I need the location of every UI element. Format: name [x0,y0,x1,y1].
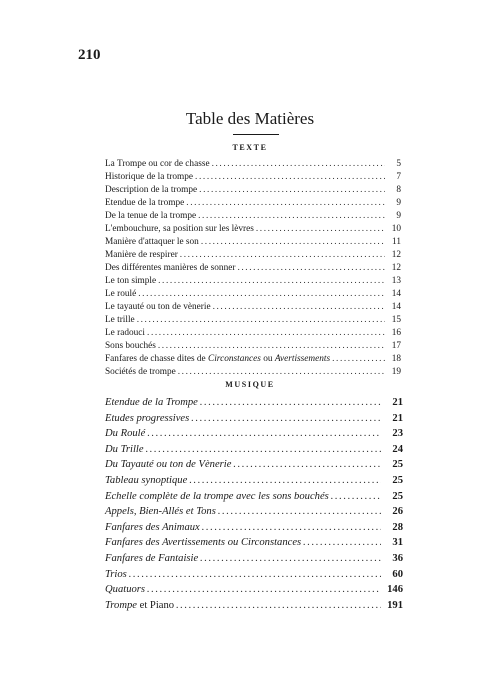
toc-entry-label: Trios [105,568,127,580]
toc-entry [105,210,401,223]
toc-entry-label: Etendue de la trompe [105,198,185,208]
toc-entry [105,353,401,366]
label-text: ou [260,354,275,364]
toc-entry-page: 10 [391,224,401,234]
label-italic: Avertissements [274,354,331,364]
toc-entry-page: 26 [392,506,403,518]
dot-leader [218,504,381,520]
dot-leader [213,301,385,314]
toc-entry [105,582,403,598]
toc-entry-label: Fanfares de Fantaisie [105,552,199,564]
toc-entry [105,327,401,340]
toc-entry-label: Des différentes manières de sonner [105,263,236,273]
toc-entry-page: 8 [396,185,401,195]
toc-entry [105,275,401,288]
section-heading-texte: TEXTE [232,143,268,152]
toc-entry-label: Historique de la trompe [105,172,194,182]
toc-entry-page: 11 [392,237,401,247]
toc-entry [105,551,403,567]
toc-entry-page: 12 [391,263,401,273]
dot-leader [146,442,381,458]
toc-entry [105,288,401,301]
title-underline [233,134,279,135]
toc-entry [105,249,401,262]
page-number: 210 [78,47,101,63]
dot-leader [147,426,381,442]
toc-entry-label: Fanfares des Avertissements ou Circonstances [105,537,302,549]
toc-entry-page: 14 [391,302,401,312]
toc-entry [105,184,401,197]
dot-leader [200,395,381,411]
toc-entry-label: Description de la trompe [105,185,198,195]
toc-entry [105,158,401,171]
dot-leader [332,353,385,366]
toc-entry-label: L'embouchure, sa position sur les lèvres [105,224,254,234]
dot-leader [195,171,385,184]
toc-entry-page: 15 [391,315,401,325]
toc-entry-page: 146 [387,584,403,596]
toc-entry-page: 21 [392,397,403,408]
toc-entry-page: 18 [391,354,401,364]
toc-entry [105,366,401,379]
toc-entry [105,489,403,505]
dot-leader [158,340,385,353]
toc-entry-page: 23 [392,428,403,440]
toc-entry-label: De la tenue de la trompe [105,211,197,221]
toc-entry-page: 12 [391,250,401,260]
toc-entry [105,535,403,551]
toc-entry-label: Du Trille [105,443,144,455]
toc-entry-label [105,353,330,366]
toc-entry-page: 25 [392,474,403,486]
toc-entry [105,504,403,520]
toc-entry [105,598,403,614]
dot-leader [176,598,381,614]
dot-leader [202,520,381,536]
toc-entry-label: Le trille [105,315,135,325]
dot-leader [147,582,381,598]
toc-entry-page: 191 [387,599,403,611]
toc-entry-page: 24 [392,443,403,455]
toc-entry-label [105,598,174,614]
toc-entry [105,223,401,236]
toc-entry-label: Manière de respirer [105,250,178,260]
dot-leader [137,314,385,327]
label-text: Fanfares de chasse dites de [105,354,209,364]
toc-entry-label: Le roulé [105,289,137,299]
dot-leader [237,262,385,275]
toc-entry-page: 16 [391,328,401,338]
toc-entry-label: Sons bouchés [105,341,156,351]
toc-entry-page: 60 [392,568,403,580]
toc-entry [105,395,403,411]
toc-entry-page: 13 [391,276,401,286]
section-heading-musique: MUSIQUE [225,380,275,389]
toc-entry-label: Du Tayauté ou ton de Vènerie [105,459,232,471]
toc-entry-page: 31 [392,537,403,549]
toc-entry [105,314,401,327]
dot-leader [199,184,385,197]
dot-leader [201,236,385,249]
dot-leader [303,535,381,551]
toc-entry-label: Tableau synoptique [105,474,188,486]
dot-leader [186,197,385,210]
toc-entry-page: 9 [396,211,401,221]
toc-entry-label: Du Roulé [105,428,146,440]
toc-entry [105,171,401,184]
dot-leader [200,551,381,567]
label-text: et Piano [136,599,175,611]
dot-leader [178,366,385,379]
toc-entry-page: 36 [392,552,403,564]
toc-entry-page: 25 [392,490,403,502]
toc-entry-label: Quatuors [105,584,146,596]
toc-entry-page: 25 [392,459,403,471]
dot-leader [212,158,385,171]
toc-entry-page: 28 [392,521,403,533]
toc-entry [105,457,403,473]
toc-entry-label: Etudes progressives [105,412,190,424]
label-italic: Circonstances [208,354,261,364]
dot-leader [198,210,385,223]
toc-entry-label: Le radouci [105,328,146,338]
toc-entry-label: Etendue de la Trompe [105,397,198,408]
label-italic: Trompe [105,599,137,611]
toc-entry-label: Manière d'attaquer le son [105,237,199,247]
toc-entry [105,567,403,583]
dot-leader [256,223,385,236]
toc-entry-label: Fanfares des Animaux [105,521,200,533]
toc-entry [105,236,401,249]
toc-entry [105,411,403,427]
toc-entry-page: 7 [396,172,401,182]
dot-leader [233,457,381,473]
toc-entry [105,442,403,458]
toc-entry-label: La Trompe ou cor de chasse [105,159,210,169]
dot-leader [191,411,381,427]
dot-leader [331,489,381,505]
toc-entry-page: 5 [396,159,401,169]
toc-entry-page: 17 [391,341,401,351]
toc-entry-page: 19 [391,367,401,377]
toc-texte [105,158,401,379]
toc-entry-label: Echelle complète de la trompe avec les sons bouchés [105,490,329,502]
toc-entry [105,301,401,314]
toc-entry-page: 9 [396,198,401,208]
toc-entry-label: Appels, Bien-Allés et Tons [105,506,216,518]
toc-entry [105,520,403,536]
toc-entry-label: Sociétés de trompe [105,367,176,377]
dot-leader [147,327,385,340]
toc-entry-label: Le ton simple [105,276,157,286]
page-title: Table des Matières [185,109,315,128]
dot-leader [180,249,385,262]
toc-entry [105,340,401,353]
toc-entry [105,262,401,275]
toc-entry-page: 21 [392,412,403,424]
toc-entry [105,426,403,442]
toc-entry-label: Le tayauté ou ton de vènerie [105,302,211,312]
dot-leader [158,275,385,288]
dot-leader [189,473,381,489]
toc-entry-page: 14 [391,289,401,299]
dot-leader [129,567,381,583]
dot-leader [138,288,385,301]
toc-entry [105,197,401,210]
toc-musique [105,395,403,613]
toc-entry [105,473,403,489]
